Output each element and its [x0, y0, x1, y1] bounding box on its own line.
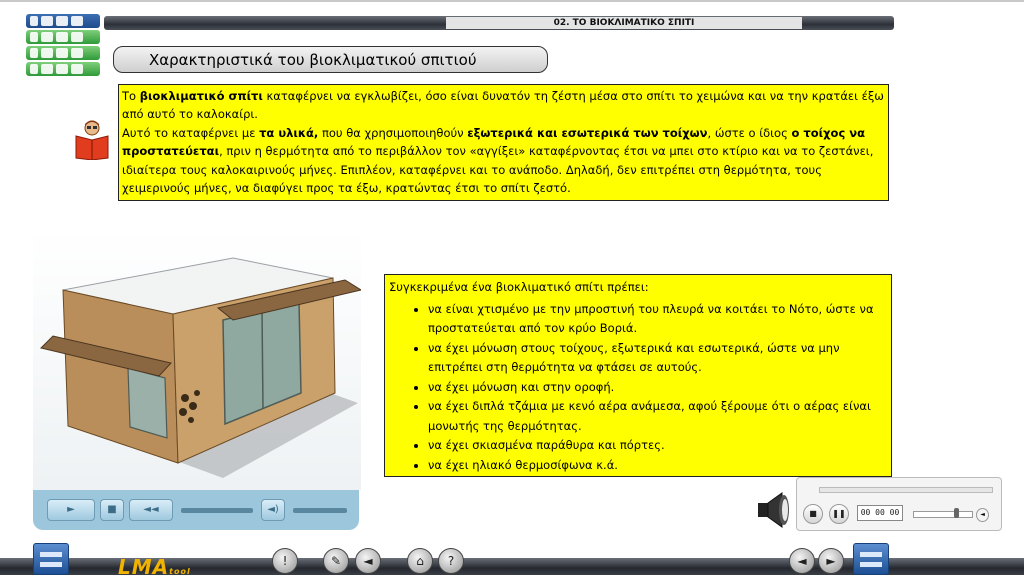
list-item: • να έχει μόνωση και στην οροφή. [428, 378, 887, 398]
audio-pause-button[interactable]: ❚❚ [829, 504, 849, 524]
app-logo: LMAtool [118, 555, 191, 579]
audio-stop-button[interactable]: ■ [803, 504, 823, 524]
audio-player [796, 477, 1002, 531]
audio-volume-slider[interactable] [913, 511, 973, 518]
tool-row-4[interactable] [26, 62, 100, 76]
audio-time-display: 00 00 00 [857, 505, 903, 521]
home-icon[interactable]: ⌂ [407, 548, 433, 574]
next-arrow-icon[interactable]: ► [818, 548, 844, 574]
intro-text: Το βιοκλιματικό σπίτι καταφέρνει να εγκλωβίζει, όσο είναι δυνατόν τη ζέστη μέσα στο σπίτι το χειμώνα και να την κρατάει έξω από αυτό το καλοκαίρι. Αυτό το καταφέρνει με τα υλικά, που θα χρησιμοποιηθούν εξωτερικά και εσωτερικά των τοίχων, ώστε ο ίδιος ο τοίχος να προστατεύεται, πριν η θερμότητα από το περιβάλλον τον «αγγίξει» καταφέρνοντας έτσι να μπει στο κτίριο και να το ζεστάνει, ιδιαίτερα τους καλοκαιρινούς μήνες. Επιπλέον, καταφέρνει και το ανάποδο. Δηλαδή, δεν επιτρέπει στη θερμότητα, τους χειμερινούς μήνες, να διαφύγει προς τα έξω, κρατώντας έτσι το σπίτι ζεστό. [122, 89, 884, 196]
list-item: • να έχει ηλιακό θερμοσίφωνα κ.ά. [428, 456, 887, 476]
video-volume-button[interactable]: ◄) [261, 499, 285, 521]
intro-text-box [118, 84, 889, 201]
tool-panel [26, 14, 100, 78]
audio-mute-button[interactable]: ◄ [976, 508, 989, 522]
requirements-box [384, 274, 892, 477]
list-item: • να έχει διπλά τζάμια με κενό αέρα ανάμεσα, αφού ξέρουμε ότι ο αέρας είναι μονωτής της θερμότητας. [428, 397, 887, 436]
video-stop-button[interactable]: ■ [100, 499, 124, 521]
info-icon[interactable]: ! [272, 548, 298, 574]
section-title: Χαρακτηριστικά του βιοκλιματικού σπιτιού [113, 46, 548, 73]
prev-arrow-icon[interactable]: ◄ [789, 548, 815, 574]
audio-volume-knob[interactable] [954, 508, 959, 518]
requirements-lead: Συγκεκριμένα ένα βιοκλιματικό σπίτι πρέπει: [389, 280, 649, 294]
tools-icon[interactable]: ✎ [323, 548, 349, 574]
house-image [33, 228, 361, 490]
speaker-icon[interactable] [754, 490, 794, 530]
list-item: • να έχει μόνωση στους τοίχους, εξωτερικά και εσωτερικά, ώστε να μην επιτρέπει στη θερμότητα να φτάσει σε αυτούς. [428, 339, 887, 378]
tool-row-3[interactable] [26, 46, 100, 60]
menu-left-button[interactable] [33, 543, 69, 575]
tool-row-1[interactable] [26, 14, 100, 28]
video-play-button[interactable]: ► [47, 499, 95, 521]
list-item: • να είναι χτισμένο με την μπροστινή του πλευρά να κοιτάει το Νότο, ώστε να προστατεύεται από τον κρύο Βοριά. [428, 300, 887, 339]
video-progress-slider[interactable] [181, 508, 253, 513]
audio-progress-bar[interactable] [819, 487, 993, 493]
requirements-list [389, 300, 887, 476]
video-volume-slider[interactable] [293, 508, 347, 513]
list-item: • να έχει σκιασμένα παράθυρα και πόρτες. [428, 436, 887, 456]
top-border [0, 0, 1024, 2]
video-rewind-button[interactable]: ◄◄ [129, 499, 173, 521]
lesson-title: 02. ΤΟ ΒΙΟΚΛΙΜΑΤΙΚΟ ΣΠΙΤΙ [446, 17, 802, 29]
bioclimatic-house-illustration [33, 228, 361, 490]
menu-right-button[interactable] [853, 543, 889, 575]
lesson-title-bar [104, 16, 894, 30]
sound-icon[interactable]: ◄ [355, 548, 381, 574]
tool-row-2[interactable] [26, 30, 100, 44]
video-controls [33, 490, 359, 530]
book-reader-icon [74, 118, 110, 160]
help-icon[interactable]: ? [438, 548, 464, 574]
